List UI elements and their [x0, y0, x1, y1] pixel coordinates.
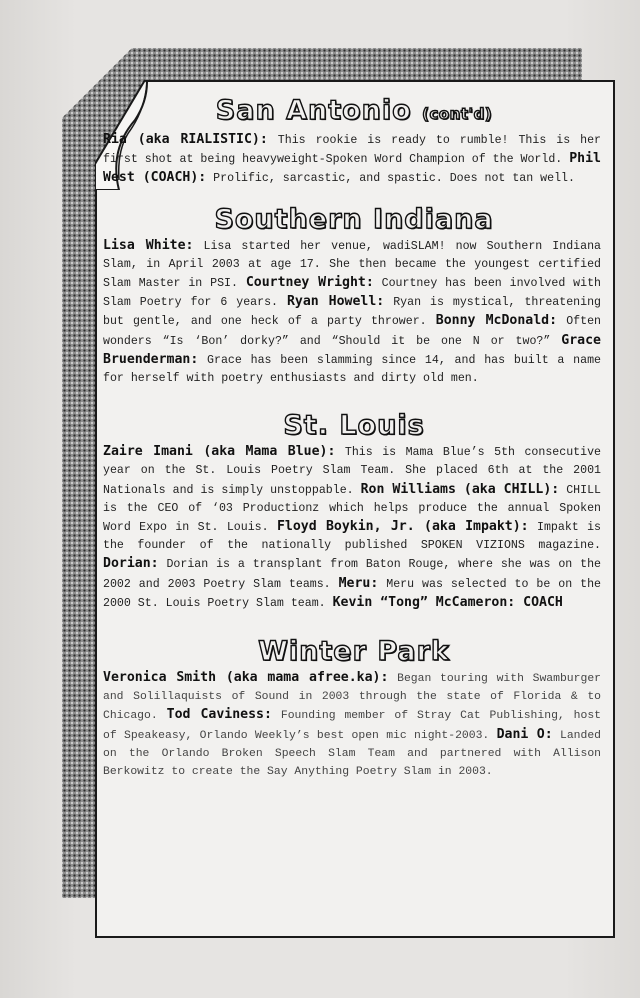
entry-text: This rookie is ready to rumble! This is her first shot at being heavyweight-Spoken Word Champion of the World. [103, 134, 602, 167]
section-title-winter-park: Winter Park [258, 636, 450, 668]
entry-text: This is Mama Blue’s 5th consecutive year on the St. Louis Poetry Slam Team. She placed 6th at the 2001 Nationals and is simply unstoppable. [103, 446, 602, 497]
entry-name: Meru: [338, 575, 379, 591]
entry-name: Floyd Boykin, Jr. (aka Impakt): [276, 519, 529, 535]
entry-text: Courtney has been involved with Slam Poetry for 6 years. [103, 277, 601, 310]
entry-name: Zaire Imani (aka Mama Blue): [103, 444, 336, 460]
entry-name: Dani O: [496, 726, 553, 742]
entry-name: Ria (aka RIALISTIC): [103, 132, 268, 147]
entry-name: Grace Bruenderman: [103, 332, 601, 367]
entry-name: Phil West (COACH): [103, 151, 601, 186]
entry-text: CHILL is the CEO of ‘03 Productionz which helps produce the annual Spoken Word Expo in St. Louis. [103, 483, 601, 535]
section-title-san-antonio: San Antonio (cont'd) [215, 95, 493, 126]
entry-text: Grace has been slamming since 14, and has built a name for herself with poetry enthusiasts and dirty old men. [103, 353, 601, 386]
section-title-st-louis: St. Louis [283, 410, 425, 442]
entry-text: Meru was selected to be on the 2000 St. Louis Poetry Slam team. [103, 577, 601, 610]
section-body-southern-indiana [103, 237, 601, 389]
entry-name: Ron Williams (aka CHILL): [360, 481, 560, 497]
entry-text: Founding member of Stray Cat Publishing, host of Speakeasy, Orlando Weekly’s best open mic night-2003. [103, 710, 602, 742]
entry-name: Lisa White: [103, 237, 194, 253]
section-title-southern-indiana: Southern Indiana [214, 203, 494, 235]
entry-name: Bonny McDonald: [435, 313, 558, 329]
entry-text: Often wonders “Is ‘Bon’ dorky?” and “Should it be one N or two?” [103, 315, 601, 348]
section-body-st-louis [103, 443, 601, 613]
entry-text: Lisa started her venue, wadiSLAM! now Southern Indiana Slam, in April 2003 at age 17. She then became the youngest certified Slam Master in PSI. [103, 239, 601, 291]
entry-text: Began touring with Swamburger and Solillaquists of Sound in 2003 through the state of Florida & to Chicago. [103, 673, 601, 723]
entry-name: Dorian: [103, 556, 159, 572]
article-body [103, 94, 605, 781]
entry-name: Tod Caviness: [166, 707, 272, 723]
entry-text: Prolific, sarcastic, and spastic. Does not tan well. [206, 172, 575, 186]
section-title-suffix: (cont'd) [422, 105, 493, 123]
entry-name: Courtney Wright: [245, 275, 374, 291]
entry-name: Ryan Howell: [286, 294, 385, 310]
section-body-winter-park [103, 669, 601, 781]
entry-text: Impakt is the founder of the nationally published SPOKEN VIZIONS magazine. [103, 521, 601, 553]
entry-name: Kevin “Tong” McCameron: COACH [332, 594, 563, 610]
entry-text: Dorian is a transplant from Baton Rouge, where she was on the 2002 and 2003 Poetry Slam teams. [103, 558, 601, 591]
entry-text: Landed on the Orlando Broken Speech Slam Team and partnered with Allison Berkowitz to create the Say Anything Poetry Slam in 2003. [103, 729, 601, 779]
entry-name: Veronica Smith (aka mama afree.ka): [103, 670, 389, 686]
section-body-san-antonio [103, 131, 601, 189]
entry-text: Ryan is mystical, threatening but gentle, and one heck of a party thrower. [103, 296, 601, 329]
